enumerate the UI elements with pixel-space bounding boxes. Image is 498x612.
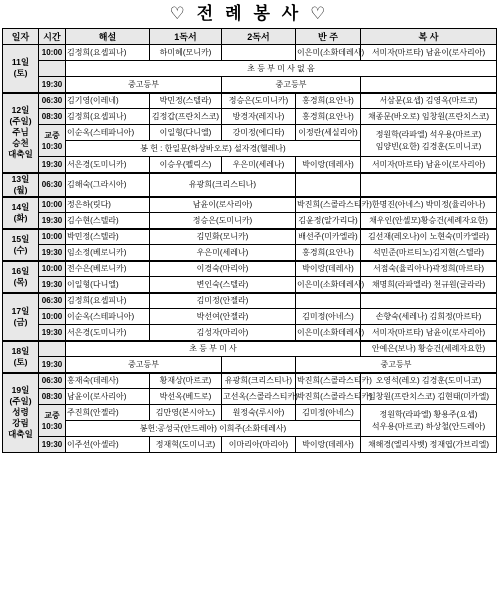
schedule-cell: 김만영(본시아노) <box>150 405 222 421</box>
schedule-cell: 남윤이(로사리아) <box>66 389 150 405</box>
schedule-cell: 서미자(마르타) 남윤이(로사리아) <box>361 45 497 61</box>
schedule-cell: 김수현(스텔라) <box>66 213 150 229</box>
schedule-cell: 하미혜(모니카) <box>150 45 222 61</box>
schedule-cell: 정은하(릿다) <box>66 197 150 213</box>
schedule-cell: 서은경(도미니카) <box>66 157 150 173</box>
schedule-cell: 박민정(스텔라) <box>150 93 222 109</box>
schedule-cell: 봉헌:공성국(안드레아) 이희주(소화데레사) <box>66 421 361 437</box>
date-cell: 14일 (화) <box>3 197 39 229</box>
schedule-cell: 김미정(안젤라) <box>150 293 296 309</box>
schedule-cell: 초 등 부 미 사 없 음 <box>66 61 497 77</box>
date-cell: 18일 (토) <box>3 341 39 373</box>
schedule-cell: 황재상(마르코) <box>150 373 222 389</box>
time-cell: 10:00 <box>39 229 66 245</box>
date-cell: 15일 (수) <box>3 229 39 261</box>
schedule-row <box>3 389 497 405</box>
schedule-cell: 유광희(크리스티나) <box>150 173 296 197</box>
schedule-cell: 서삼문(요셉) 김영옥(마르코) <box>361 93 497 109</box>
schedule-cell: 이은미(소화데레사) <box>296 45 361 61</box>
schedule-cell: 오영석(레오) 김경훈(도미니코) <box>361 373 497 389</box>
schedule-cell: 박이랑(데레사) <box>296 261 361 277</box>
schedule-cell: 김정희(요셉피나) <box>66 293 150 309</box>
schedule-row <box>3 309 497 325</box>
time-cell: 19:30 <box>39 77 66 93</box>
header-date: 일자 <box>3 29 39 45</box>
schedule-cell: 박민정(스텔라) <box>66 229 150 245</box>
time-cell <box>39 341 66 357</box>
schedule-row <box>3 373 497 389</box>
schedule-cell: 이마리아(마리아) <box>222 437 296 453</box>
schedule-cell: 손향숙(세레나) 김희정(마르타) <box>361 309 497 325</box>
page-title: ♡ 전 례 봉 사 ♡ <box>169 4 329 24</box>
schedule-cell: 채종문(바오로) 임창원(프란치스코) <box>361 109 497 125</box>
schedule-cell: 채해경(엘리사벳) 정재엽(가브리엘) <box>361 437 497 453</box>
schedule-cell: 이순옥(스테파니아) <box>66 125 150 141</box>
schedule-cell: 박이랑(데레사) <box>296 437 361 453</box>
schedule-cell: 강미정(에디타) <box>222 125 296 141</box>
schedule-cell: 서점숙(율리아나)곽정희(마르타) <box>361 261 497 277</box>
schedule-cell: 중고등부 <box>66 357 222 373</box>
schedule-row <box>3 61 497 77</box>
date-cell: 19일 (주일) 성령 강림 대축일 <box>3 373 39 453</box>
schedule-cell: 김해숙(그라시아) <box>66 173 150 197</box>
schedule-cell: 이경숙(마리아) <box>150 261 296 277</box>
schedule-cell <box>296 173 361 197</box>
schedule-cell: 이순옥(스테파니아) <box>66 309 150 325</box>
schedule-cell: 전수은(베로니카) <box>66 261 150 277</box>
schedule-row <box>3 261 497 277</box>
schedule-row <box>3 93 497 109</box>
schedule-cell: 우은미(세레나) <box>150 245 296 261</box>
schedule-cell: 중고등부 <box>296 357 497 373</box>
schedule-cell: 김정갑(프란치스코) <box>150 109 222 125</box>
schedule-cell: 고선옥(스콜라스티카) <box>222 389 296 405</box>
schedule-row <box>3 357 497 373</box>
schedule-cell: 임창원(프란치스코) 김현태(미카엘) <box>361 389 497 405</box>
schedule-row <box>3 341 497 357</box>
schedule-row <box>3 213 497 229</box>
schedule-cell: 봉 헌 : 한일문(하상바오로) 설자경(헬레나) <box>66 141 361 157</box>
schedule-cell: 박이랑(데레사) <box>296 157 361 173</box>
schedule-cell: 이일형(다니엘) <box>150 125 222 141</box>
schedule-cell: 서미자(마르타) 남윤이(로사리아) <box>361 157 497 173</box>
schedule-cell: 초 등 부 미 사 <box>66 341 361 357</box>
schedule-cell: 정원학(라파엘) 석우용(마르코) 임양빈(요한) 김경훈(도미니코) <box>361 125 497 157</box>
schedule-row <box>3 45 497 61</box>
schedule-cell <box>222 45 296 61</box>
schedule-cell: 김선재(레오나)이 노현숙(미카엘라) <box>361 229 497 245</box>
schedule-cell: 정승은(도미니카) <box>222 93 296 109</box>
schedule-cell: 변인숙(스텔라) <box>150 277 296 293</box>
schedule-cell: 우은미(세레나) <box>222 157 296 173</box>
schedule-cell: 유광희(크리스티나) <box>222 373 296 389</box>
header-accompaniment: 반 주 <box>296 29 361 45</box>
schedule-cell: 김정희(요셉피나) <box>66 109 150 125</box>
schedule-cell: 김미정(아네스) <box>296 309 361 325</box>
schedule-cell: 서미자(마르타) 남윤이(로사리아) <box>361 325 497 341</box>
time-cell: 19:30 <box>39 357 66 373</box>
schedule-cell: 정원학(라파엘) 황용주(요셉) 석우용(마르코) 하상철(안드레아) <box>361 405 497 437</box>
date-cell: 17일 (금) <box>3 293 39 341</box>
schedule-row <box>3 77 497 93</box>
time-cell: 교중 10:30 <box>39 405 66 437</box>
header-row <box>3 29 497 45</box>
schedule-cell <box>222 357 296 373</box>
time-cell: 06:30 <box>39 293 66 309</box>
time-cell: 19:30 <box>39 245 66 261</box>
time-cell <box>39 61 66 77</box>
header-altar-server: 복 사 <box>361 29 497 45</box>
schedule-cell <box>361 77 497 93</box>
schedule-cell: 박진희(스콜라스티카) <box>296 197 361 213</box>
time-cell: 19:30 <box>39 213 66 229</box>
time-cell: 19:30 <box>39 325 66 341</box>
schedule-cell: 한명진(아네스) 박미정(율리아나) <box>361 197 497 213</box>
schedule-cell: 김민화(모니카) <box>150 229 296 245</box>
schedule-row <box>3 173 497 197</box>
time-cell: 10:00 <box>39 45 66 61</box>
schedule-row <box>3 229 497 245</box>
schedule-cell: 정재혁(도미니코) <box>150 437 222 453</box>
schedule-cell: 이은미(소화데레사) <box>296 277 361 293</box>
schedule-cell: 김윤정(알가리다) <box>296 213 361 229</box>
date-cell: 11일 (토) <box>3 45 39 93</box>
liturgy-schedule-table <box>2 28 497 453</box>
header-time: 시간 <box>39 29 66 45</box>
header-first-reading: 1독서 <box>150 29 222 45</box>
time-cell: 19:30 <box>39 437 66 453</box>
time-cell: 10:00 <box>39 197 66 213</box>
schedule-cell: 채명희(라파엘라) 천규원(글라라) <box>361 277 497 293</box>
time-cell: 10:00 <box>39 261 66 277</box>
schedule-cell: 박선여(안젤라) <box>150 309 296 325</box>
schedule-row <box>3 197 497 213</box>
schedule-cell: 홍경희(요안나) <box>296 245 361 261</box>
time-cell: 10:00 <box>39 309 66 325</box>
date-cell: 12일 (주일) 주님 승천 대축일 <box>3 93 39 173</box>
time-cell: 08:30 <box>39 109 66 125</box>
schedule-cell <box>296 293 361 309</box>
schedule-cell: 석민준(마르티노)김지현(스텔라) <box>361 245 497 261</box>
schedule-cell <box>361 293 497 309</box>
time-cell: 19:30 <box>39 277 66 293</box>
schedule-cell: 이정란(세실리아) <box>296 125 361 141</box>
schedule-cell: 이일형(다니엘) <box>66 277 150 293</box>
schedule-cell: 홍경희(요안나) <box>296 109 361 125</box>
schedule-cell: 김기영(이레네) <box>66 93 150 109</box>
schedule-cell: 배선주(미카엘라) <box>296 229 361 245</box>
schedule-cell: 방경자(레지나) <box>222 109 296 125</box>
time-cell: 06:30 <box>39 173 66 197</box>
schedule-cell: 원정숙(루시아) <box>222 405 296 421</box>
schedule-row <box>3 277 497 293</box>
schedule-cell: 김정희(요셉피나) <box>66 45 150 61</box>
schedule-cell: 중고등부 <box>66 77 222 93</box>
schedule-cell: 김성자(마리아) <box>150 325 296 341</box>
schedule-cell: 이주선(아셀라) <box>66 437 150 453</box>
time-cell: 교중 10:30 <box>39 125 66 157</box>
schedule-cell: 서은경(도미니카) <box>66 325 150 341</box>
schedule-cell: 박선옥(베드로) <box>150 389 222 405</box>
date-cell: 13일 (월) <box>3 173 39 197</box>
schedule-cell <box>361 173 497 197</box>
date-cell: 16일 (목) <box>3 261 39 293</box>
schedule-row <box>3 157 497 173</box>
schedule-row <box>3 109 497 125</box>
header-commentary: 해설 <box>66 29 150 45</box>
schedule-cell: 채우인(안셀모)황승건(세례자요한) <box>361 213 497 229</box>
schedule-cell: 홍재숙(데레사) <box>66 373 150 389</box>
schedule-cell: 박진희(스콜라스티카) <box>296 389 361 405</box>
schedule-cell: 임소정(베로니카) <box>66 245 150 261</box>
schedule-cell: 이승우(펠릭스) <box>150 157 222 173</box>
time-cell: 19:30 <box>39 157 66 173</box>
schedule-cell: 이은미(소화데레사) <box>296 325 361 341</box>
schedule-cell: 안예은(보나) 황승건(세례자요한) <box>361 341 497 357</box>
schedule-row <box>3 293 497 309</box>
schedule-row <box>3 437 497 453</box>
schedule-row <box>3 325 497 341</box>
schedule-cell: 남윤이(로사리아) <box>150 197 296 213</box>
schedule-row <box>3 405 497 421</box>
schedule-row <box>3 125 497 141</box>
time-cell: 08:30 <box>39 389 66 405</box>
schedule-cell: 정승은(도미니카) <box>150 213 296 229</box>
schedule-cell: 홍경희(요안나) <box>296 93 361 109</box>
schedule-row <box>3 245 497 261</box>
schedule-cell: 중고등부 <box>222 77 361 93</box>
schedule-cell: 박진희(스콜라스티카) <box>296 373 361 389</box>
time-cell: 06:30 <box>39 93 66 109</box>
schedule-cell: 김미정(아네스) <box>296 405 361 421</box>
time-cell: 06:30 <box>39 373 66 389</box>
header-second-reading: 2독서 <box>222 29 296 45</box>
schedule-cell: 주진희(안젤라) <box>66 405 150 421</box>
